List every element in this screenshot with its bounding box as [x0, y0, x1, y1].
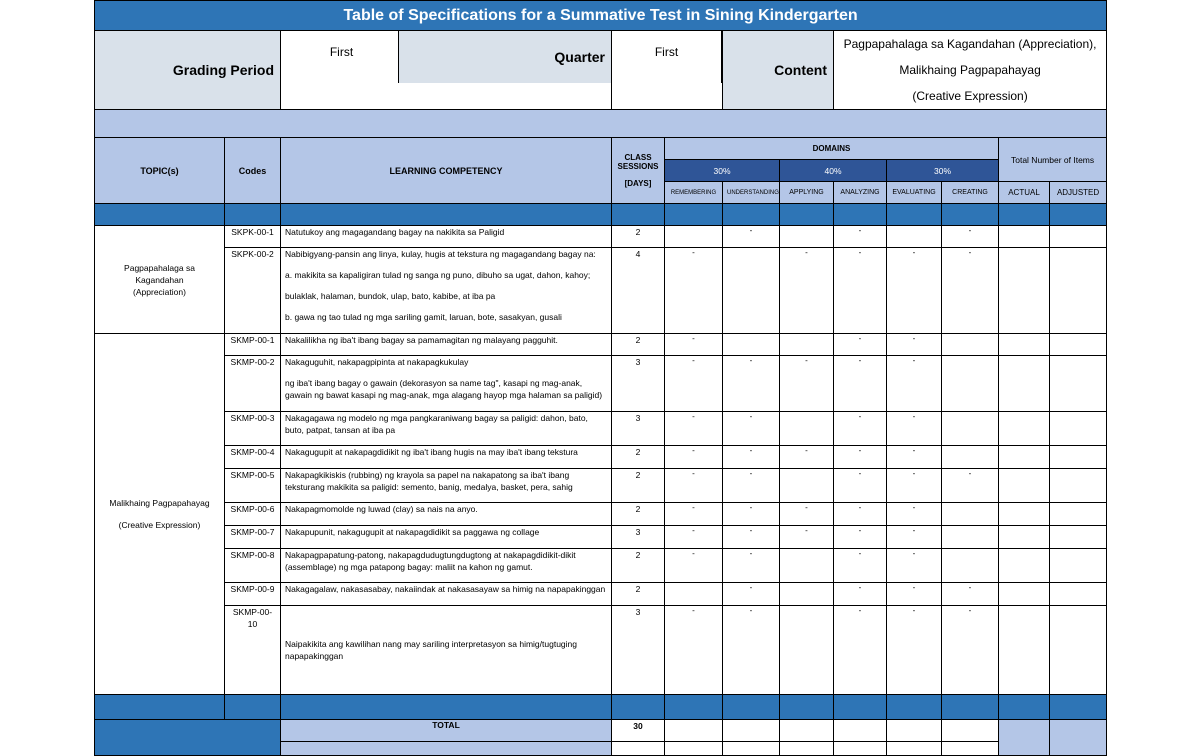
- domain-cell: -: [665, 526, 723, 549]
- total-items-header: Total Number of Items: [999, 138, 1107, 182]
- code-cell: SKMP-00-1: [225, 334, 281, 356]
- domain-cell: -: [887, 248, 942, 334]
- domain-cell: -: [942, 226, 999, 248]
- competency-cell: Nakagugupit at nakapagdidikit ng iba't ibang hugis na may iba't ibang tekstura: [281, 446, 612, 469]
- evaluating-header: EVALUATING: [887, 182, 942, 204]
- code-cell: SKMP-00-10: [225, 606, 281, 695]
- domain-cell: [887, 226, 942, 248]
- code-cell: SKMP-00-4: [225, 446, 281, 469]
- code-cell: SKMP-00-6: [225, 503, 281, 526]
- domain-cell: -: [834, 469, 887, 503]
- table-row: [95, 412, 1107, 446]
- domain-cell: -: [834, 226, 887, 248]
- domain-cell: -: [780, 503, 834, 526]
- days-cell: 2: [612, 226, 665, 248]
- content-value: [834, 31, 1107, 110]
- competency-line: Nabibigyang-pansin ang linya, kulay, hugis at tekstura ng magagandang bagay na:: [285, 249, 596, 259]
- domain-cell: -: [723, 226, 780, 248]
- days-cell: 3: [612, 412, 665, 446]
- domain-cell: -: [780, 356, 834, 412]
- topic-appreciation-line1: Pagpapahalaga sa Kagandahan: [124, 262, 195, 285]
- domain-cell: [780, 583, 834, 606]
- competency-cell: Nakalilikha ng iba't ibang bagay sa pamamagitan ng malayang pagguhit.: [281, 334, 612, 356]
- actual-header: ACTUAL: [999, 182, 1050, 204]
- domain-cell: -: [723, 606, 780, 695]
- code-cell: SKMP-00-2: [225, 356, 281, 412]
- domain-cell: -: [834, 334, 887, 356]
- domain-cell: -: [887, 503, 942, 526]
- competency-cell: Nakagagalaw, nakasasabay, nakaiindak at nakasasayaw sa himig na napapakinggan: [281, 583, 612, 606]
- page-title: Table of Specifications for a Summative Test in Sining Kindergarten: [95, 1, 1107, 31]
- grading-period-text: First: [329, 45, 354, 59]
- competency-line: ng iba't ibang bagay o gawain (dekorasyon sa name tag", kasapi ng mag-anak, gawain ng bawat kasapi ng mag-anak, mga alagang hayop mga halaman sa paligid): [285, 378, 603, 400]
- table-row: [95, 549, 1107, 583]
- days-cell: 2: [612, 334, 665, 356]
- domain-cell: -: [723, 469, 780, 503]
- domain-cell: -: [942, 583, 999, 606]
- domain-cell: -: [887, 583, 942, 606]
- domain-cell: -: [665, 356, 723, 412]
- domain-cell: -: [665, 503, 723, 526]
- quarter-text: First: [612, 31, 722, 83]
- domain-cell: -: [780, 526, 834, 549]
- table-row: [95, 226, 1107, 248]
- competency-line: b. gawa ng tao tulad ng mga sariling gamit, laruan, bote, sasakyan, gusali: [285, 312, 562, 322]
- competency-line: a. makikita sa kapaligiran tulad ng sanga ng puno, dibuho sa ugat, dahon, kahoy;: [285, 270, 591, 280]
- days-cell: 2: [612, 503, 665, 526]
- competency-cell: [281, 248, 612, 334]
- code-cell: SKMP-00-8: [225, 549, 281, 583]
- competency-line: Nakaguguhit, nakapagpipinta at nakapagkukulay: [285, 357, 469, 367]
- total-row: [95, 720, 1107, 742]
- specification-table: [94, 0, 1107, 756]
- table-row: [95, 248, 1107, 334]
- domain-cell: -: [834, 583, 887, 606]
- days-cell: 2: [612, 549, 665, 583]
- domain-cell: -: [723, 503, 780, 526]
- code-cell: SKPK-00-1: [225, 226, 281, 248]
- domain-cell: -: [887, 549, 942, 583]
- domain-cell: -: [887, 606, 942, 695]
- days-cell: 3: [612, 606, 665, 695]
- codes-header: Codes: [225, 138, 281, 204]
- domain-cell: [723, 334, 780, 356]
- competency-cell: Naipakikita ang kawilihan nang may sariling interpretasyon sa himig/tugtuging napapakinggan: [281, 606, 612, 695]
- days-cell: 4: [612, 248, 665, 334]
- content-label: Content: [723, 31, 834, 110]
- quarter-value: [612, 31, 723, 110]
- domain-cell: -: [834, 606, 887, 695]
- domain-cell: -: [887, 526, 942, 549]
- code-cell: SKMP-00-3: [225, 412, 281, 446]
- domain-cell: [942, 549, 999, 583]
- domain-cell: -: [780, 446, 834, 469]
- domain-cell: -: [665, 446, 723, 469]
- domain-cell: -: [834, 549, 887, 583]
- code-cell: SKMP-00-7: [225, 526, 281, 549]
- domain-cell: -: [780, 248, 834, 334]
- topic-creative-expression: [95, 334, 225, 695]
- table-row: [95, 503, 1107, 526]
- domain-cell: -: [723, 549, 780, 583]
- pct-header-2: 40%: [780, 160, 887, 182]
- domain-cell: -: [665, 412, 723, 446]
- domain-cell: -: [665, 248, 723, 334]
- code-cell: SKPK-00-2: [225, 248, 281, 334]
- content-value-line2: (Creative Expression): [912, 89, 1028, 103]
- domain-cell: [665, 583, 723, 606]
- domain-cell: -: [942, 469, 999, 503]
- domain-cell: [942, 526, 999, 549]
- domain-cell: -: [665, 334, 723, 356]
- pct-header-1: 30%: [665, 160, 780, 182]
- domain-cell: [942, 334, 999, 356]
- domain-cell: [942, 412, 999, 446]
- topic-header: TOPIC(s): [95, 138, 225, 204]
- grading-period-label: Grading Period: [95, 31, 281, 110]
- domain-cell: [780, 469, 834, 503]
- code-cell: SKMP-00-9: [225, 583, 281, 606]
- table-row: [95, 469, 1107, 503]
- specification-sheet: [94, 0, 1106, 756]
- spacer-row: [95, 110, 1107, 138]
- topic-appreciation: [95, 226, 225, 334]
- domain-cell: [942, 356, 999, 412]
- analyzing-header: ANALYZING: [834, 182, 887, 204]
- domain-cell: [780, 334, 834, 356]
- days-cell: 2: [612, 583, 665, 606]
- sessions-header: [612, 138, 665, 204]
- content-value-line1: Pagpapahalaga sa Kagandahan (Appreciation), Malikhaing Pagpapahayag: [843, 37, 1097, 77]
- domain-cell: -: [834, 412, 887, 446]
- total-days: 30: [612, 720, 665, 742]
- domain-cell: -: [887, 446, 942, 469]
- table-row: [95, 606, 1107, 695]
- domain-cell: [942, 446, 999, 469]
- days-cell: 3: [612, 526, 665, 549]
- competency-cell: [281, 356, 612, 412]
- sessions-header-line3: [DAYS]: [624, 179, 652, 188]
- sessions-header-line1: CLASS: [624, 153, 652, 162]
- domain-cell: -: [834, 503, 887, 526]
- table-row: [95, 583, 1107, 606]
- domain-cell: -: [723, 412, 780, 446]
- domain-cell: -: [887, 412, 942, 446]
- code-cell: SKMP-00-5: [225, 469, 281, 503]
- domains-header: DOMAINS: [665, 138, 999, 160]
- domain-cell: -: [942, 606, 999, 695]
- domain-cell: -: [942, 248, 999, 334]
- table-row: [95, 334, 1107, 356]
- competency-cell: Natutukoy ang magagandang bagay na nakikita sa Paligid: [281, 226, 612, 248]
- domain-cell: -: [723, 526, 780, 549]
- adjusted-header: ADJUSTED: [1050, 182, 1107, 204]
- days-cell: 3: [612, 356, 665, 412]
- competency-cell: Nakapagkikiskis (rubbing) ng krayola sa papel na nakapatong sa iba't ibang teksturang makikita sa paligid: semento, banig, medalya, basket, pera, sahig: [281, 469, 612, 503]
- remembering-header: REMEMBERING: [665, 182, 723, 204]
- competency-cell: Nakagagawa ng modelo ng mga pangkaraniwang bagay sa paligid: dahon, bato, buto, patpat, tansan at iba pa: [281, 412, 612, 446]
- table-row: [95, 356, 1107, 412]
- domain-cell: [723, 248, 780, 334]
- domain-cell: -: [723, 446, 780, 469]
- sessions-header-line2: SESSIONS: [617, 162, 659, 171]
- domain-cell: [780, 412, 834, 446]
- topic-appreciation-line2: (Appreciation): [133, 286, 186, 297]
- grading-period-value: [281, 31, 612, 110]
- table-row: [95, 446, 1107, 469]
- competency-header: LEARNING COMPETENCY: [281, 138, 612, 204]
- domain-cell: [780, 606, 834, 695]
- domain-cell: [665, 226, 723, 248]
- domain-cell: -: [665, 469, 723, 503]
- topic-creative-line1: Malikhaing Pagpapahayag: [109, 498, 210, 508]
- domain-cell: -: [665, 549, 723, 583]
- domain-cell: -: [723, 583, 780, 606]
- domain-cell: -: [887, 334, 942, 356]
- domain-cell: [780, 226, 834, 248]
- applying-header: APPLYING: [780, 182, 834, 204]
- quarter-label: Quarter: [398, 31, 611, 83]
- domain-cell: [942, 503, 999, 526]
- domain-cell: -: [887, 469, 942, 503]
- days-cell: 2: [612, 446, 665, 469]
- competency-cell: Nakapagmomolde ng luwad (clay) sa nais na anyo.: [281, 503, 612, 526]
- understanding-header: UNDERSTANDING: [723, 182, 780, 204]
- domain-cell: -: [834, 356, 887, 412]
- domain-cell: -: [887, 356, 942, 412]
- table-row: [95, 526, 1107, 549]
- topic-creative-line2: (Creative Expression): [118, 520, 201, 530]
- competency-cell: Nakapupunit, nakagugupit at nakapagdidikit sa paggawa ng collage: [281, 526, 612, 549]
- total-label: TOTAL: [281, 720, 612, 742]
- days-cell: 2: [612, 469, 665, 503]
- domain-cell: -: [834, 446, 887, 469]
- pct-header-3: 30%: [887, 160, 999, 182]
- competency-cell: Nakapagpapatung-patong, nakapagdudugtungdugtong at nakapagdidikit-dikit (assemblage) ng mga patapong bagay: maliit na kahon ng gamut.: [281, 549, 612, 583]
- domain-cell: [780, 549, 834, 583]
- creating-header: CREATING: [942, 182, 999, 204]
- domain-cell: -: [834, 526, 887, 549]
- domain-cell: -: [665, 606, 723, 695]
- competency-line: bulaklak, halaman, bundok, ulap, bato, kabibe, at iba pa: [285, 291, 496, 301]
- domain-cell: -: [834, 248, 887, 334]
- domain-cell: -: [723, 356, 780, 412]
